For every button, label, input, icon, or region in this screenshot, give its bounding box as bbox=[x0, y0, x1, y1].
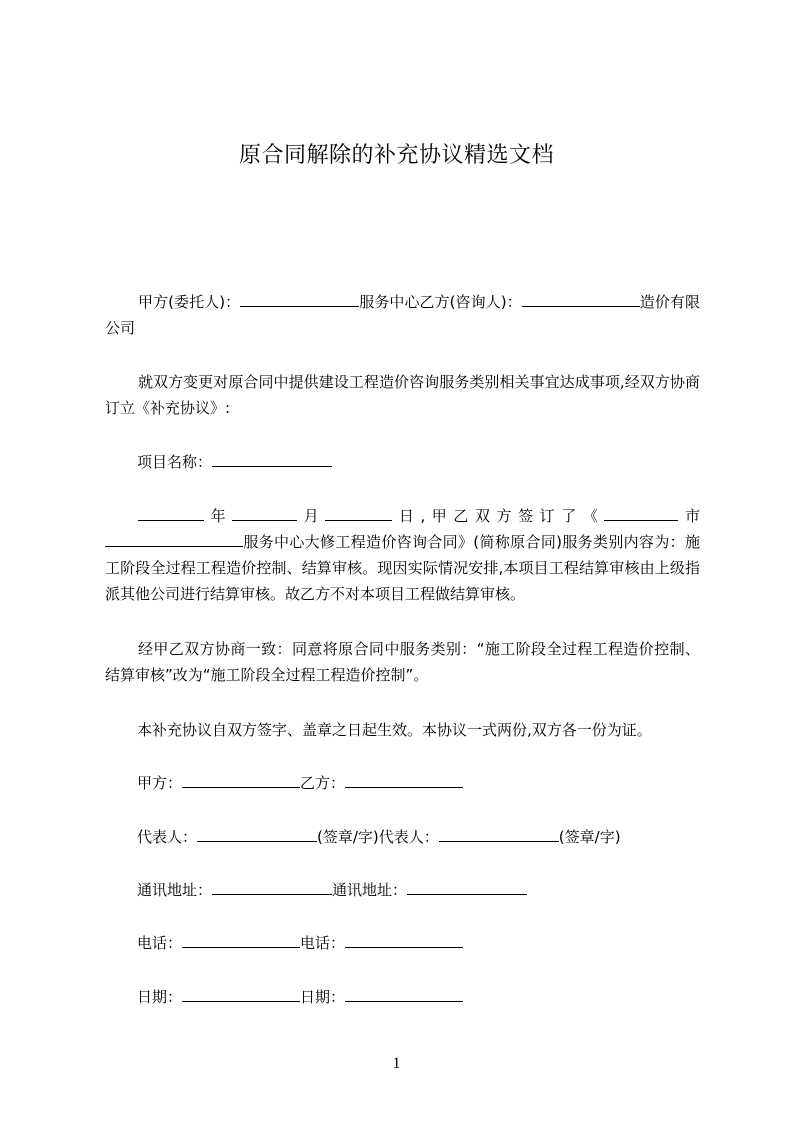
day-blank bbox=[325, 505, 392, 521]
addr-a-label: 通讯地址： bbox=[137, 881, 213, 899]
party-signature-line bbox=[137, 770, 463, 796]
project-name-label: 项目名称： bbox=[137, 453, 213, 471]
city-label: 市 bbox=[678, 507, 700, 525]
month-label: 月 bbox=[297, 507, 326, 525]
seal-a-label: (签章/字) bbox=[317, 828, 379, 846]
date-b-blank bbox=[345, 986, 463, 1002]
city-blank bbox=[604, 505, 678, 521]
year-label: 年 bbox=[204, 507, 233, 525]
rep-b-label: 代表人： bbox=[378, 828, 439, 846]
phone-b-label: 电话： bbox=[300, 934, 346, 952]
party-a-sign-blank bbox=[182, 772, 300, 788]
project-name-blank bbox=[212, 451, 332, 467]
date-line bbox=[137, 984, 463, 1010]
party-a-sign-label: 甲方： bbox=[137, 774, 183, 792]
rep-b-blank bbox=[439, 826, 559, 842]
cost-label: 造价 bbox=[639, 293, 670, 311]
address-line bbox=[137, 877, 527, 903]
intro-paragraph: 就双方变更对原合同中提供建设工程造价咨询服务类别相关事宜达成事项,经双方协商订立《补充协议》: bbox=[105, 373, 700, 417]
phone-a-blank bbox=[182, 932, 300, 948]
addr-a-blank bbox=[212, 879, 332, 895]
party-a-label: 甲方(委托人)： bbox=[138, 293, 241, 311]
party-b-sign-label: 乙方： bbox=[300, 774, 346, 792]
agreement-paragraph: 经甲乙双方协商一致：同意将原合同中服务类别：“施工阶段全过程工程造价控制、结算审核”改为“施工阶段全过程工程造价控制”。 bbox=[105, 640, 700, 684]
phone-line bbox=[137, 930, 463, 956]
rep-a-label: 代表人： bbox=[137, 828, 198, 846]
date-a-label: 日期： bbox=[137, 988, 183, 1006]
day-label: 日,甲乙双方签订了《 bbox=[392, 507, 605, 525]
background-paragraph bbox=[105, 503, 700, 607]
page-number: 1 bbox=[392, 1055, 401, 1072]
service-center-blank bbox=[105, 531, 243, 547]
seal-b-label: (签章/字) bbox=[558, 828, 621, 846]
party-b-sign-blank bbox=[345, 772, 463, 788]
party-a-blank bbox=[240, 291, 359, 307]
background-rest: 服务中心大修工程造价咨询合同》(简称原合同)服务类别内容为：施工阶段全过程工程造价控制、结算审核。现因实际情况安排,本项目工程结算审核由上级指派其他公司进行结算审核。故乙方不对本项目工程做结算审核。 bbox=[105, 533, 700, 603]
phone-b-blank bbox=[345, 932, 463, 948]
phone-a-label: 电话： bbox=[137, 934, 183, 952]
addr-b-label: 通讯地址： bbox=[332, 881, 408, 899]
service-center-label: 服务中心乙方(咨询人)： bbox=[359, 293, 522, 311]
year-blank bbox=[138, 505, 204, 521]
date-a-blank bbox=[182, 986, 300, 1002]
company-label: 有限公司 bbox=[105, 293, 700, 337]
month-blank bbox=[232, 505, 297, 521]
addr-b-blank bbox=[407, 879, 527, 895]
document-title: 原合同解除的补充协议精选文档 bbox=[238, 143, 554, 168]
party-paragraph bbox=[105, 289, 700, 341]
effect-line: 本补充协议自双方签字、盖章之日起生效。本协议一式两份,双方各一份为证。 bbox=[137, 721, 652, 739]
date-b-label: 日期： bbox=[300, 988, 346, 1006]
party-b-blank bbox=[522, 291, 640, 307]
project-name-line bbox=[137, 449, 332, 475]
representative-line bbox=[137, 824, 621, 850]
rep-a-blank bbox=[197, 826, 317, 842]
